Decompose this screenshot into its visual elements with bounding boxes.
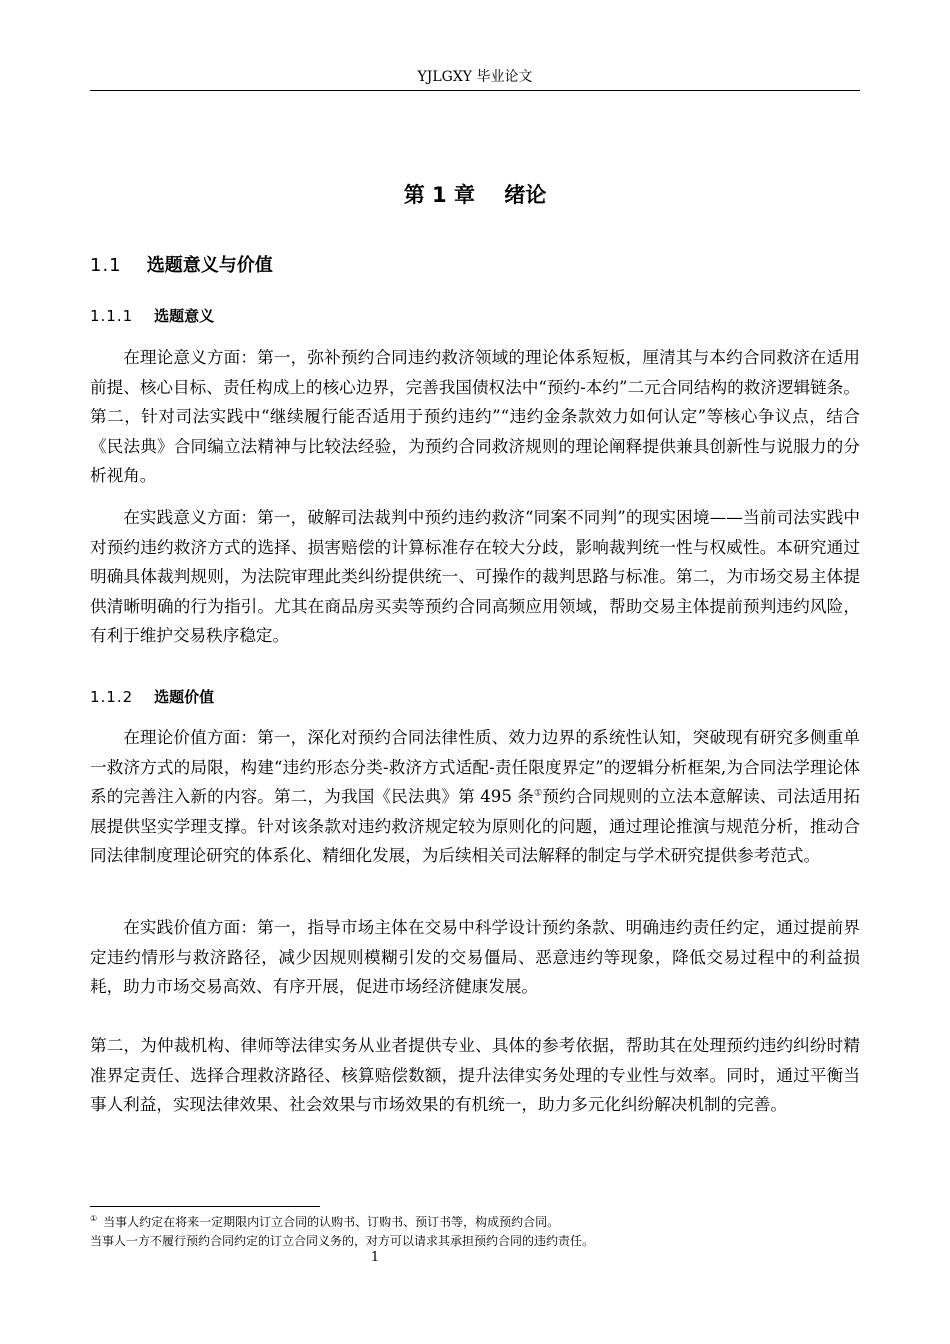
footnote-line xyxy=(90,1214,860,1230)
subsection-heading-1-1-2 xyxy=(90,685,860,709)
body-paragraph: 在实践价值方面：第一，指导市场主体在交易中科学设计预约条款、明确违约责任约定，通过提前界定违约情形与救济路径，减少因规则模糊引发的交易僵局、恶意违约等现象，降低交易过程中的利益损耗，助力市场交易高效、有序开展，促进市场经济健康发展。 xyxy=(90,918,860,996)
section-number: 1.1 xyxy=(90,255,122,276)
subsection-number: 1.1.1 xyxy=(90,307,134,325)
paragraph-text: 预约合同规则的立法本意解读、司法适用拓展提供坚实学理支撑。针对该条款对违约救济规定较为原则化的问题，通过理论推演与规范分析，推动合同法律制度理论研究的体系化、精细化发展，为后续相关司法解释的制定与学术研究提供参考范式。 xyxy=(90,787,860,865)
footnote-mark: ① xyxy=(90,1214,98,1223)
page-number: 1 xyxy=(370,1250,380,1265)
chapter-number: 第 1 章 xyxy=(403,183,475,207)
footnote-separator xyxy=(90,1206,320,1207)
header-rule xyxy=(90,90,860,91)
chapter-title xyxy=(90,180,860,210)
body-paragraph: 第二，为仲裁机构、律师等法律实务从业者提供专业、具体的参考依据，帮助其在处理预约违约纠纷时精准界定责任、选择合理救济路径、核算赔偿数额，提升法律实务处理的专业性与效率。同时，通过平衡当事人利益，实现法律效果、社会效果与市场效果的有机统一，助力多元化纠纷解决机制的完善。 xyxy=(90,1036,860,1114)
body-paragraph xyxy=(90,723,860,871)
body-paragraph: 在理论意义方面：第一，弥补预约合同违约救济领域的理论体系短板，厘清其与本约合同救济在适用前提、核心目标、责任构成上的核心边界，完善我国债权法中“预约-本约”二元合同结构的救济逻辑链条。第二，针对司法实践中“继续履行能否适用于预约违约”“违约金条款效力如何认定”等核心争议点，结合《民法典》合同编立法精神与比较法经验，为预约合同救济规则的理论阐释提供兼具创新性与说服力的分析视角。 xyxy=(90,348,860,485)
running-header: YJLGXY 毕业论文 xyxy=(417,69,533,85)
subsection-title: 选题意义 xyxy=(154,307,215,325)
subsection-number: 1.1.2 xyxy=(90,688,134,706)
footnote-text: 当事人约定在将来一定期限内订立合同的认购书、订购书、预订书等，构成预约合同。 xyxy=(103,1215,560,1229)
subsection-title: 选题价值 xyxy=(154,688,215,706)
section-title: 选题意义与价值 xyxy=(146,255,273,276)
chapter-name: 绪论 xyxy=(504,183,547,207)
footnote-line: 当事人一方不履行预约合同约定的订立合同义务的，对方可以请求其承担预约合同的违约责任。 xyxy=(90,1234,595,1248)
body-paragraph: 在实践意义方面：第一，破解司法裁判中预约违约救济“同案不同判”的现实困境——当前司法实践中对预约违约救济方式的选择、损害赔偿的计算标准存在较大分歧，影响裁判统一性与权威性。本研究通过明确具体裁判规则，为法院审理此类纠纷提供统一、可操作的裁判思路与标准。第二，为市场交易主体提供清晰明确的行为指引。尤其在商品房买卖等预约合同高频应用领域，帮助交易主体提前预判违约风险，有利于维护交易秩序稳定。 xyxy=(90,508,860,645)
paragraph-text: 在理论价值方面：第一，深化对预约合同法律性质、效力边界的系统性认知，突破现有研究多侧重单一救济方式的局限，构建“违约形态分类-救济方式适配-责任限度界定”的逻辑分析框架,为合同法学理论体系的完善注入新的内容。第二，为我国《民法典》第 495 条 xyxy=(90,728,860,806)
section-heading-1-1 xyxy=(90,252,860,280)
subsection-heading-1-1-1 xyxy=(90,304,860,328)
footnote-reference[interactable]: ① xyxy=(534,788,543,799)
